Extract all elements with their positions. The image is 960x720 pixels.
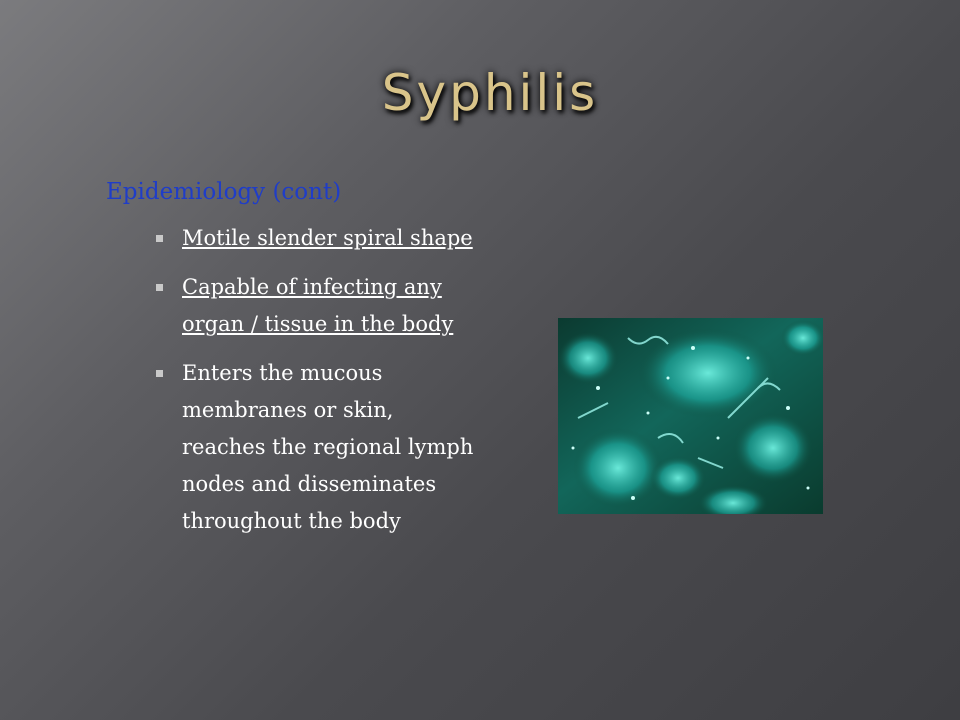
bullet-list [150, 220, 480, 552]
square-bullet-icon [156, 235, 163, 242]
bullet-text: Capable of infecting any organ / tissue in the body [182, 275, 454, 336]
section-heading: Epidemiology (cont) [106, 179, 342, 205]
microscopy-image [558, 318, 823, 514]
slide-title: Syphilis [381, 64, 599, 122]
bullet-item [150, 269, 480, 343]
bullet-text: Enters the mucous membranes or skin, reaches the regional lymph nodes and disseminates throughout the body [182, 361, 474, 533]
bullet-item [150, 220, 480, 257]
square-bullet-icon [156, 370, 163, 377]
square-bullet-icon [156, 284, 163, 291]
microscopy-image-art [558, 318, 823, 514]
bullet-item [150, 355, 480, 540]
bullet-text: Motile slender spiral shape [182, 226, 473, 250]
